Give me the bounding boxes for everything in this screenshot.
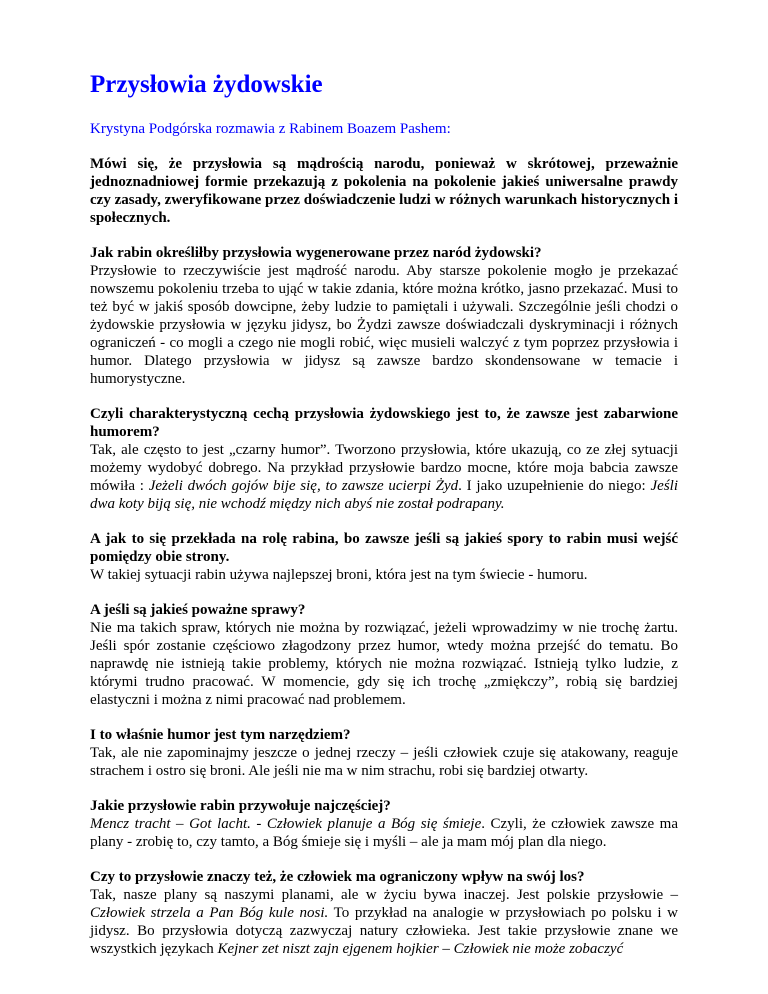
qa-section (90, 868, 678, 958)
answer (90, 815, 678, 851)
answer (90, 441, 678, 513)
qa-section (90, 244, 678, 388)
interview-body (90, 244, 678, 958)
answer (90, 744, 678, 780)
answer-quote: Człowiek strzela a Pan Bóg kule nosi. (90, 905, 329, 921)
answer-quote: Jeśli dwa koty biją się, nie wchodź między nich abyś nie został podrapany. (90, 478, 678, 512)
answer-quote: Mencz tracht – Got lacht. - Człowiek planuje a Bóg się śmieje (90, 816, 482, 832)
answer-text: To przykład na analogie w przysłowiach po polsku i w jidysz. Bo przysłowia dotyczą zazwyczaj natury człowieka. Jest takie przysłowie znane we wszystkich językach (90, 905, 678, 957)
page-title: Przysłowia żydowskie (90, 71, 323, 98)
qa-section (90, 601, 678, 709)
question: Jak rabin określiłby przysłowia wygenerowane przez naród żydowski? (90, 245, 542, 261)
question: I to właśnie humor jest tym narzędziem? (90, 727, 351, 743)
qa-section (90, 797, 678, 851)
answer-text: . Czyli, że człowiek zawsze ma plany - zrobię to, czy tamto, a Bóg śmieje się i myśli – ale ja mam mój plan dla niego. (90, 816, 678, 850)
answer-text: Tak, ale często to jest „czarny humor”. Tworzono przysłowia, które ukazują, co ze złej sytuacji możemy wydobyć dobrego. Na przykład przysłowie bardzo mocne, które moja babcia zawsze mówiła : (90, 442, 678, 494)
answer (90, 886, 678, 958)
question: Czy to przysłowie znaczy też, że człowiek ma ograniczony wpływ na swój los? (90, 869, 585, 885)
question: Jakie przysłowie rabin przywołuje najczęściej? (90, 798, 391, 814)
qa-section (90, 530, 678, 584)
answer-text: . I jako uzupełnienie do niego: (458, 478, 651, 494)
answer-text: Tak, ale nie zapominajmy jeszcze o jednej rzeczy – jeśli człowiek czuje się atakowany, reaguje strachem i ostro się broni. Ale jeśli nie ma w nim strachu, robi się bardziej otwarty. (90, 745, 678, 779)
answer-quote: Kejner zet niszt zajn ejgenem hojkier – Człowiek nie może zobaczyć (217, 941, 624, 957)
answer-text: W takiej sytuacji rabin używa najlepszej broni, która jest na tym świecie - humoru. (90, 567, 588, 583)
document-page (90, 70, 678, 958)
answer-text: Przysłowie to rzeczywiście jest mądrość narodu. Aby starsze pokolenie mogło je przekazać nowszemu pokoleniu trzeba to ująć w takie zdania, które można krótko, jasno przekazać. Musi to też być w jakiś sposób dowcipne, żeby ludzie to pamiętali i używali. Szczególnie jeśli chodzi o żydowskie przysłowia w języku jidysz, bo Żydzi zawsze doświadczali dyskryminacji i różnych ograniczeń - co mogli a czego nie mogli robić, więc musieli walczyć z tym poprzez przysłowia i humor. Dlatego przysłowia w jidysz są zawsze bardzo skondensowane w temacie i humorystyczne. (90, 263, 678, 387)
qa-section (90, 405, 678, 513)
intro-paragraph: Mówi się, że przysłowia są mądrością narodu, ponieważ w skrótowej, przeważnie jednoznadniowej formie przekazują z pokolenia na pokolenie jakieś uniwersalne prawdy czy zasady, zweryfikowane przez doświadczenie ludzi w różnych warunkach historycznych i społecznych. (90, 156, 678, 226)
question: Czyli charakterystyczną cechą przysłowia żydowskiego jest to, że zawsze jest zabarwione humorem? (90, 406, 678, 440)
qa-section (90, 726, 678, 780)
question: A jeśli są jakieś poważne sprawy? (90, 602, 306, 618)
subtitle: Krystyna Podgórska rozmawia z Rabinem Boazem Pashem: (90, 121, 451, 137)
answer (90, 619, 678, 709)
answer-text: Tak, nasze plany są naszymi planami, ale w życiu bywa inaczej. Jest polskie przysłowie – (90, 887, 678, 903)
answer (90, 262, 678, 388)
answer (90, 566, 678, 584)
answer-quote: Jeżeli dwóch gojów bije się, to zawsze ucierpi Żyd (148, 478, 459, 494)
question: A jak to się przekłada na rolę rabina, bo zawsze jeśli są jakieś spory to rabin musi wejść pomiędzy obie strony. (90, 531, 678, 565)
answer-text: Nie ma takich spraw, których nie można by rozwiązać, jeżeli wprowadzimy w nie trochę żartu. Jeśli spór zostanie częściowo złagodzony przez humor, wtedy można przejść do tematu. Bo naprawdę nie istnieją takie problemy, których nie można rozwiązać. Istnieją tylko ludzie, z którymi trudno pracować. W momencie, gdy się ich trochę „zmiękczy”, robią się bardziej elastyczni i można z nimi pracować nad problemem. (90, 620, 678, 708)
